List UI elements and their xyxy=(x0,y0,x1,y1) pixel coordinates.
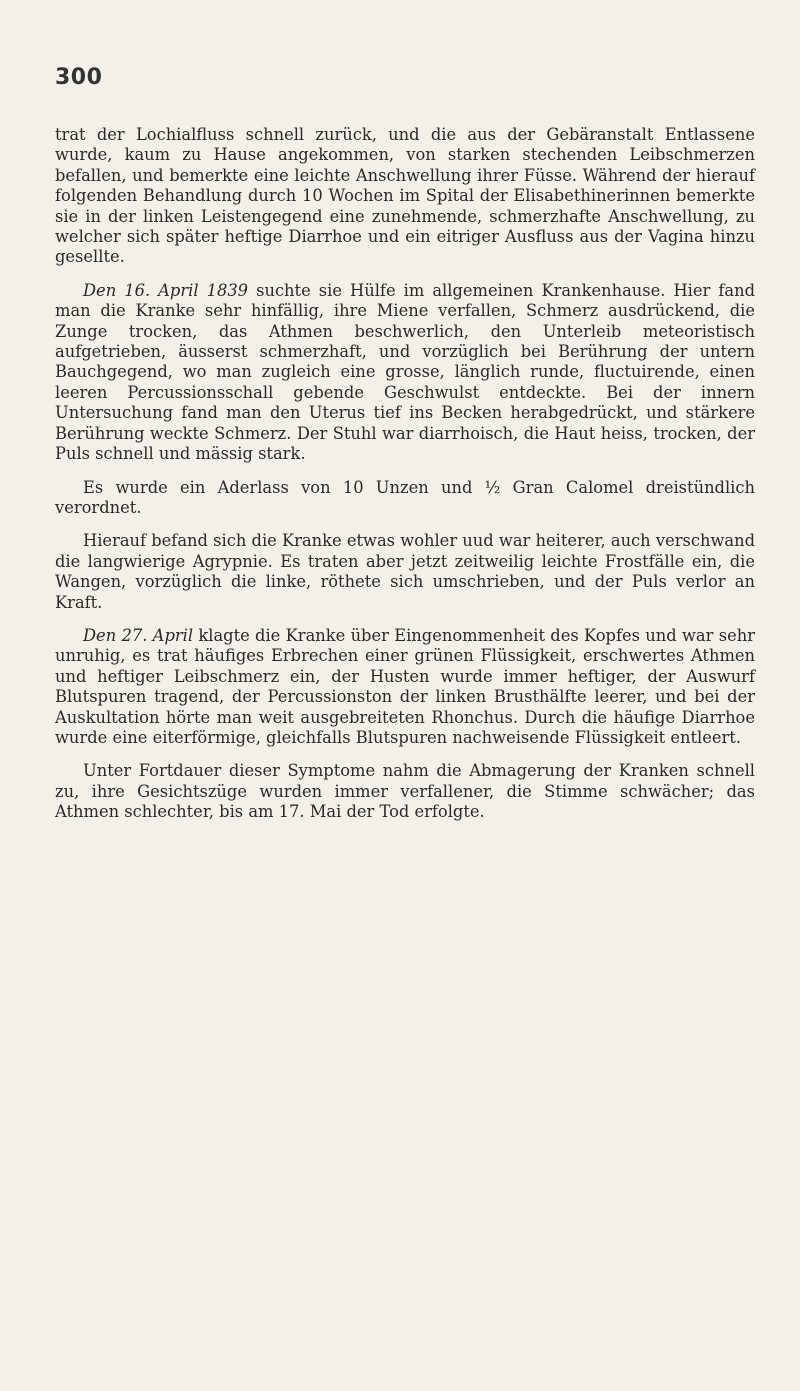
paragraph-5-date: Den 27. April xyxy=(83,625,194,645)
paragraph-6 xyxy=(55,761,755,822)
paragraph-5-text: klagte die Kranke über Eingenommenheit des Kopfes und war sehr unruhig, es trat häufiges Erbrechen einer grünen Flüssigkeit, erschwertes Athmen und heftiger Leibschmerz ein, der Husten wurde immer heftiger, der Auswurf Blutspuren tragend, der Percussionston der linken Brusthälfte leerer, und bei der Auskultation hörte man weit ausgebreiteten Rhonchus. Durch die häufige Diarrhoe wurde eine eiterförmige, gleichfalls Blutspuren nachweisende Flüssigkeit entleert. xyxy=(55,625,755,747)
paragraph-2 xyxy=(55,281,755,465)
paragraph-3-text-after: Gran Calomel dreistündlich verordnet. xyxy=(55,477,755,517)
page-number: 300 xyxy=(55,65,103,90)
paragraph-3-fraction: ½ xyxy=(484,477,501,497)
paragraph-5 xyxy=(55,626,755,748)
paragraph-4 xyxy=(55,531,755,613)
paragraph-4-text: Hierauf befand sich die Kranke etwas wohler uud war heiterer, auch verschwand die langwierige Agrypnie. Es traten aber jetzt zeitweilig leichte Frostfälle ein, die Wangen, vorzüglich die linke, röthete sich umschrieben, und der Puls verlor an Kraft. xyxy=(55,531,755,612)
body-text xyxy=(55,125,755,836)
paragraph-1 xyxy=(55,125,755,268)
paragraph-6-text: Unter Fortdauer dieser Symptome nahm die Abmagerung der Kranken schnell zu, ihre Gesichtszüge wurden immer verfallener, die Stimme schwächer; das Athmen schlechter, bis am 17. Mai der Tod erfolgte. xyxy=(55,761,755,822)
paragraph-2-date: Den 16. April 1839 xyxy=(83,280,249,300)
paragraph-3-text-before: Es wurde ein Aderlass von 10 Unzen und xyxy=(83,477,485,497)
paragraph-2-text: suchte sie Hülfe im allgemeinen Krankenhause. Hier fand man die Kranke sehr hinfällig, ihre Miene verfallen, Schmerz ausdrückend, die Zunge trocken, das Athmen beschwerlich, den Unterleib meteoristisch aufgetrieben, äusserst schmerzhaft, und vorzüglich bei Berührung der untern Bauchgegend, wo man zugleich eine grosse, länglich runde, fluctuirende, einen leeren Percussionsschall gebende Geschwulst entdeckte. Bei der innern Untersuchung fand man den Uterus tief ins Becken herabgedrückt, und stärkere Berührung weckte Schmerz. Der Stuhl war diarrhoisch, die Haut heiss, trocken, der Puls schnell und mässig stark. xyxy=(55,280,755,464)
paragraph-1-text: trat der Lochialfluss schnell zurück, und die aus der Gebäranstalt Entlassene wurde, kaum zu Hause angekommen, von starken stechenden Leibschmerzen befallen, und bemerkte eine leichte Anschwellung ihrer Füsse. Während der hierauf folgenden Behandlung durch 10 Wochen im Spital der Elisabethinerinnen bemerkte sie in der linken Leistengegend eine zunehmende, schmerzhafte Anschwellung, zu welcher sich später heftige Diarrhoe und ein eitriger Ausfluss aus der Vagina hinzu gesellte. xyxy=(55,125,755,267)
paragraph-3 xyxy=(55,478,755,519)
